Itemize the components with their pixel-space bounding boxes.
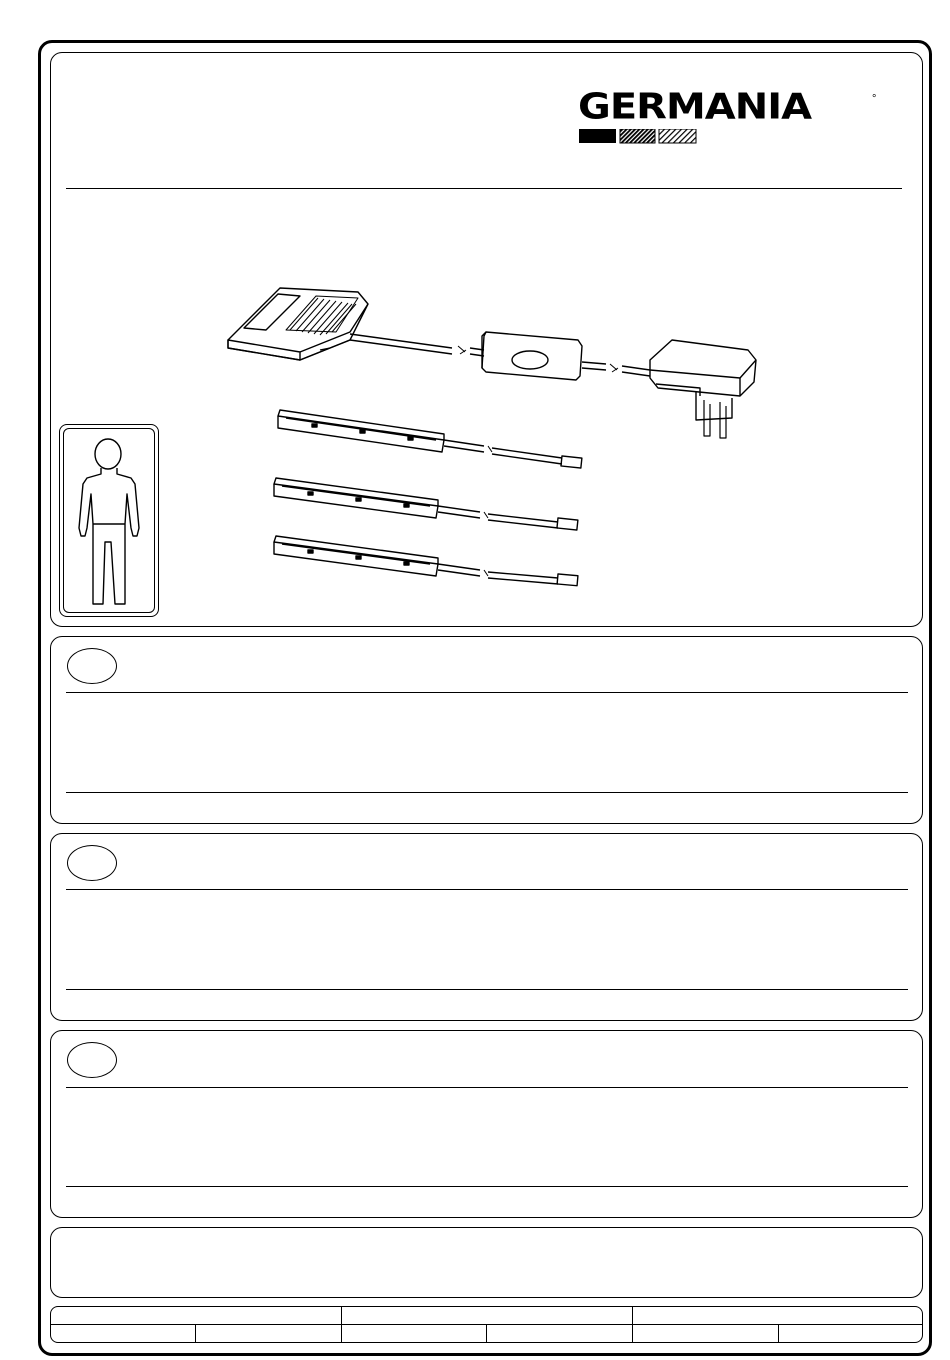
notes-panel: [50, 1227, 923, 1298]
section-panel-1: [50, 636, 923, 824]
section-3-bottom-rule: [66, 1186, 908, 1187]
footer-column-divider: [778, 1324, 779, 1342]
section-panel-3: [50, 1030, 923, 1218]
footer-table: [50, 1306, 923, 1343]
footer-column-divider: [195, 1324, 196, 1342]
logo-text: GERMANIA: [578, 86, 812, 128]
led-light-kit-illustration: [200, 260, 780, 590]
section-2-top-rule: [66, 889, 908, 890]
inline-switch-icon: [482, 332, 582, 380]
footer-column-divider: [632, 1307, 633, 1342]
header-divider: [66, 188, 902, 189]
led-strip-icon: [274, 536, 578, 586]
language-marker-3: [67, 1042, 117, 1078]
person-silhouette-icon: [59, 424, 159, 617]
person-figure-box: [59, 424, 159, 617]
section-1-top-rule: [66, 692, 908, 693]
control-box-icon: [228, 288, 368, 360]
footer-column-divider: [341, 1307, 342, 1342]
logo-registered-mark: °: [872, 93, 877, 105]
logo-bars-icon: [579, 129, 699, 145]
led-strip-icon: [274, 478, 578, 530]
section-3-top-rule: [66, 1087, 908, 1088]
language-marker-2: [67, 845, 117, 881]
section-1-bottom-rule: [66, 792, 908, 793]
led-strip-icon: [278, 410, 582, 468]
footer-column-divider: [486, 1324, 487, 1342]
power-adapter-icon: [650, 340, 756, 438]
section-2-bottom-rule: [66, 989, 908, 990]
language-marker-1: [67, 648, 117, 684]
section-panel-2: [50, 833, 923, 1021]
